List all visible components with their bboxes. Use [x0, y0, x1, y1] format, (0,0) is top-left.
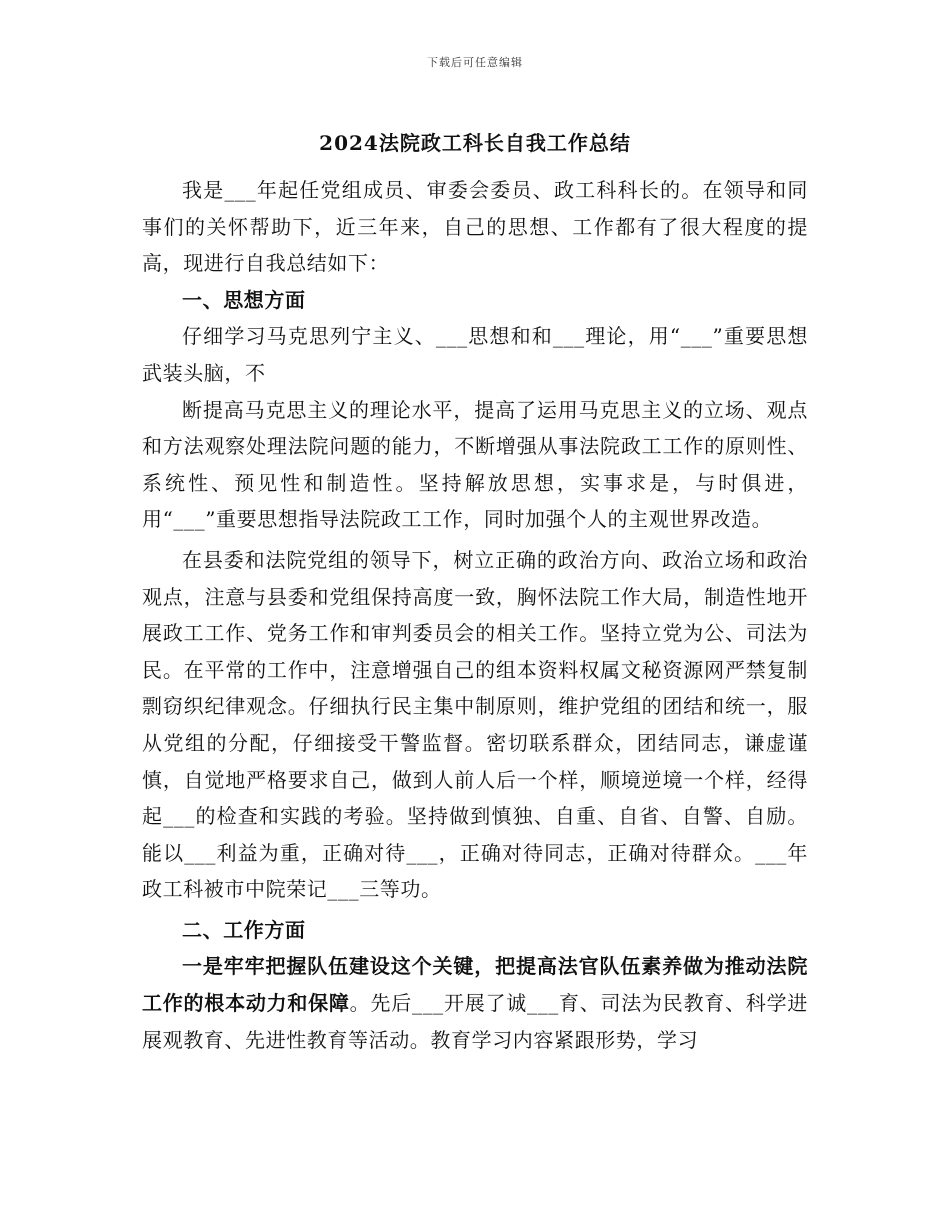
paragraph-study: 仔细学习马克思列宁主义、___思想和和___理论，用“___”重要思想武装头脑，不: [142, 324, 808, 385]
emphasis-text: 一是牢牢把握队伍建设这个关键，把提高法官队伍素养做为推动法院工作的根本动力和保障: [142, 954, 808, 1016]
paragraph-team-building: [142, 948, 808, 1058]
document-body: [142, 172, 808, 1058]
section-heading-thought: 一、思想方面: [182, 287, 306, 312]
document-title: 2024法院政工科长自我工作总结: [319, 131, 631, 155]
paragraph-text: 。先后___开展了诚___育、司法为民教育、科学进展观教育、先进性教育等活动。教育学习内容紧跟形势，学习: [142, 991, 809, 1052]
paragraph-theory: 断提高马克思主义的理论水平，提高了运用马克思主义的立场、观点和方法观察处理法院问题的能力，不断增强从事法院政工工作的原则性、系统性、预见性和制造性。坚持解放思想，实事求是，与时俱进，用“___”重要思想指导法院政工工作，同时加强个人的主观世界改造。: [142, 397, 808, 532]
paragraph-politics: 在县委和法院党组的领导下，树立正确的政治方向、政治立场和政治观点，注意与县委和党组保持高度一致，胸怀法院工作大局，制造性地开展政工工作、党务工作和审判委员会的相关工作。坚持立党为公、司法为民。在平常的工作中，注意增强自己的组本资料权属文秘资源网严禁复制剽窃织纪律观念。仔细执行民主集中制原则，维护党组的团结和统一，服从党组的分配，仔细接受干警监督。密切联系群众，团结同志，谦虚谨慎，自觉地严格要求自己，做到人前人后一个样，顺境逆境一个样，经得起___的检查和实践的考验。坚持做到慎独、自重、自省、自警、自励。能以___利益为重，正确对待___，正确对待同志，正确对待群众。___年政工科被市中院荣记___三等功。: [142, 547, 808, 902]
page-header-note: 下载后可任意编辑: [427, 56, 523, 69]
section-heading-work: 二、工作方面: [182, 917, 306, 942]
intro-paragraph: 我是___年起任党组成员、审委会委员、政工科科长的。在领导和同事们的关怀帮助下，近三年来，自己的思想、工作都有了很大程度的提高，现进行自我总结如下：: [142, 178, 808, 276]
